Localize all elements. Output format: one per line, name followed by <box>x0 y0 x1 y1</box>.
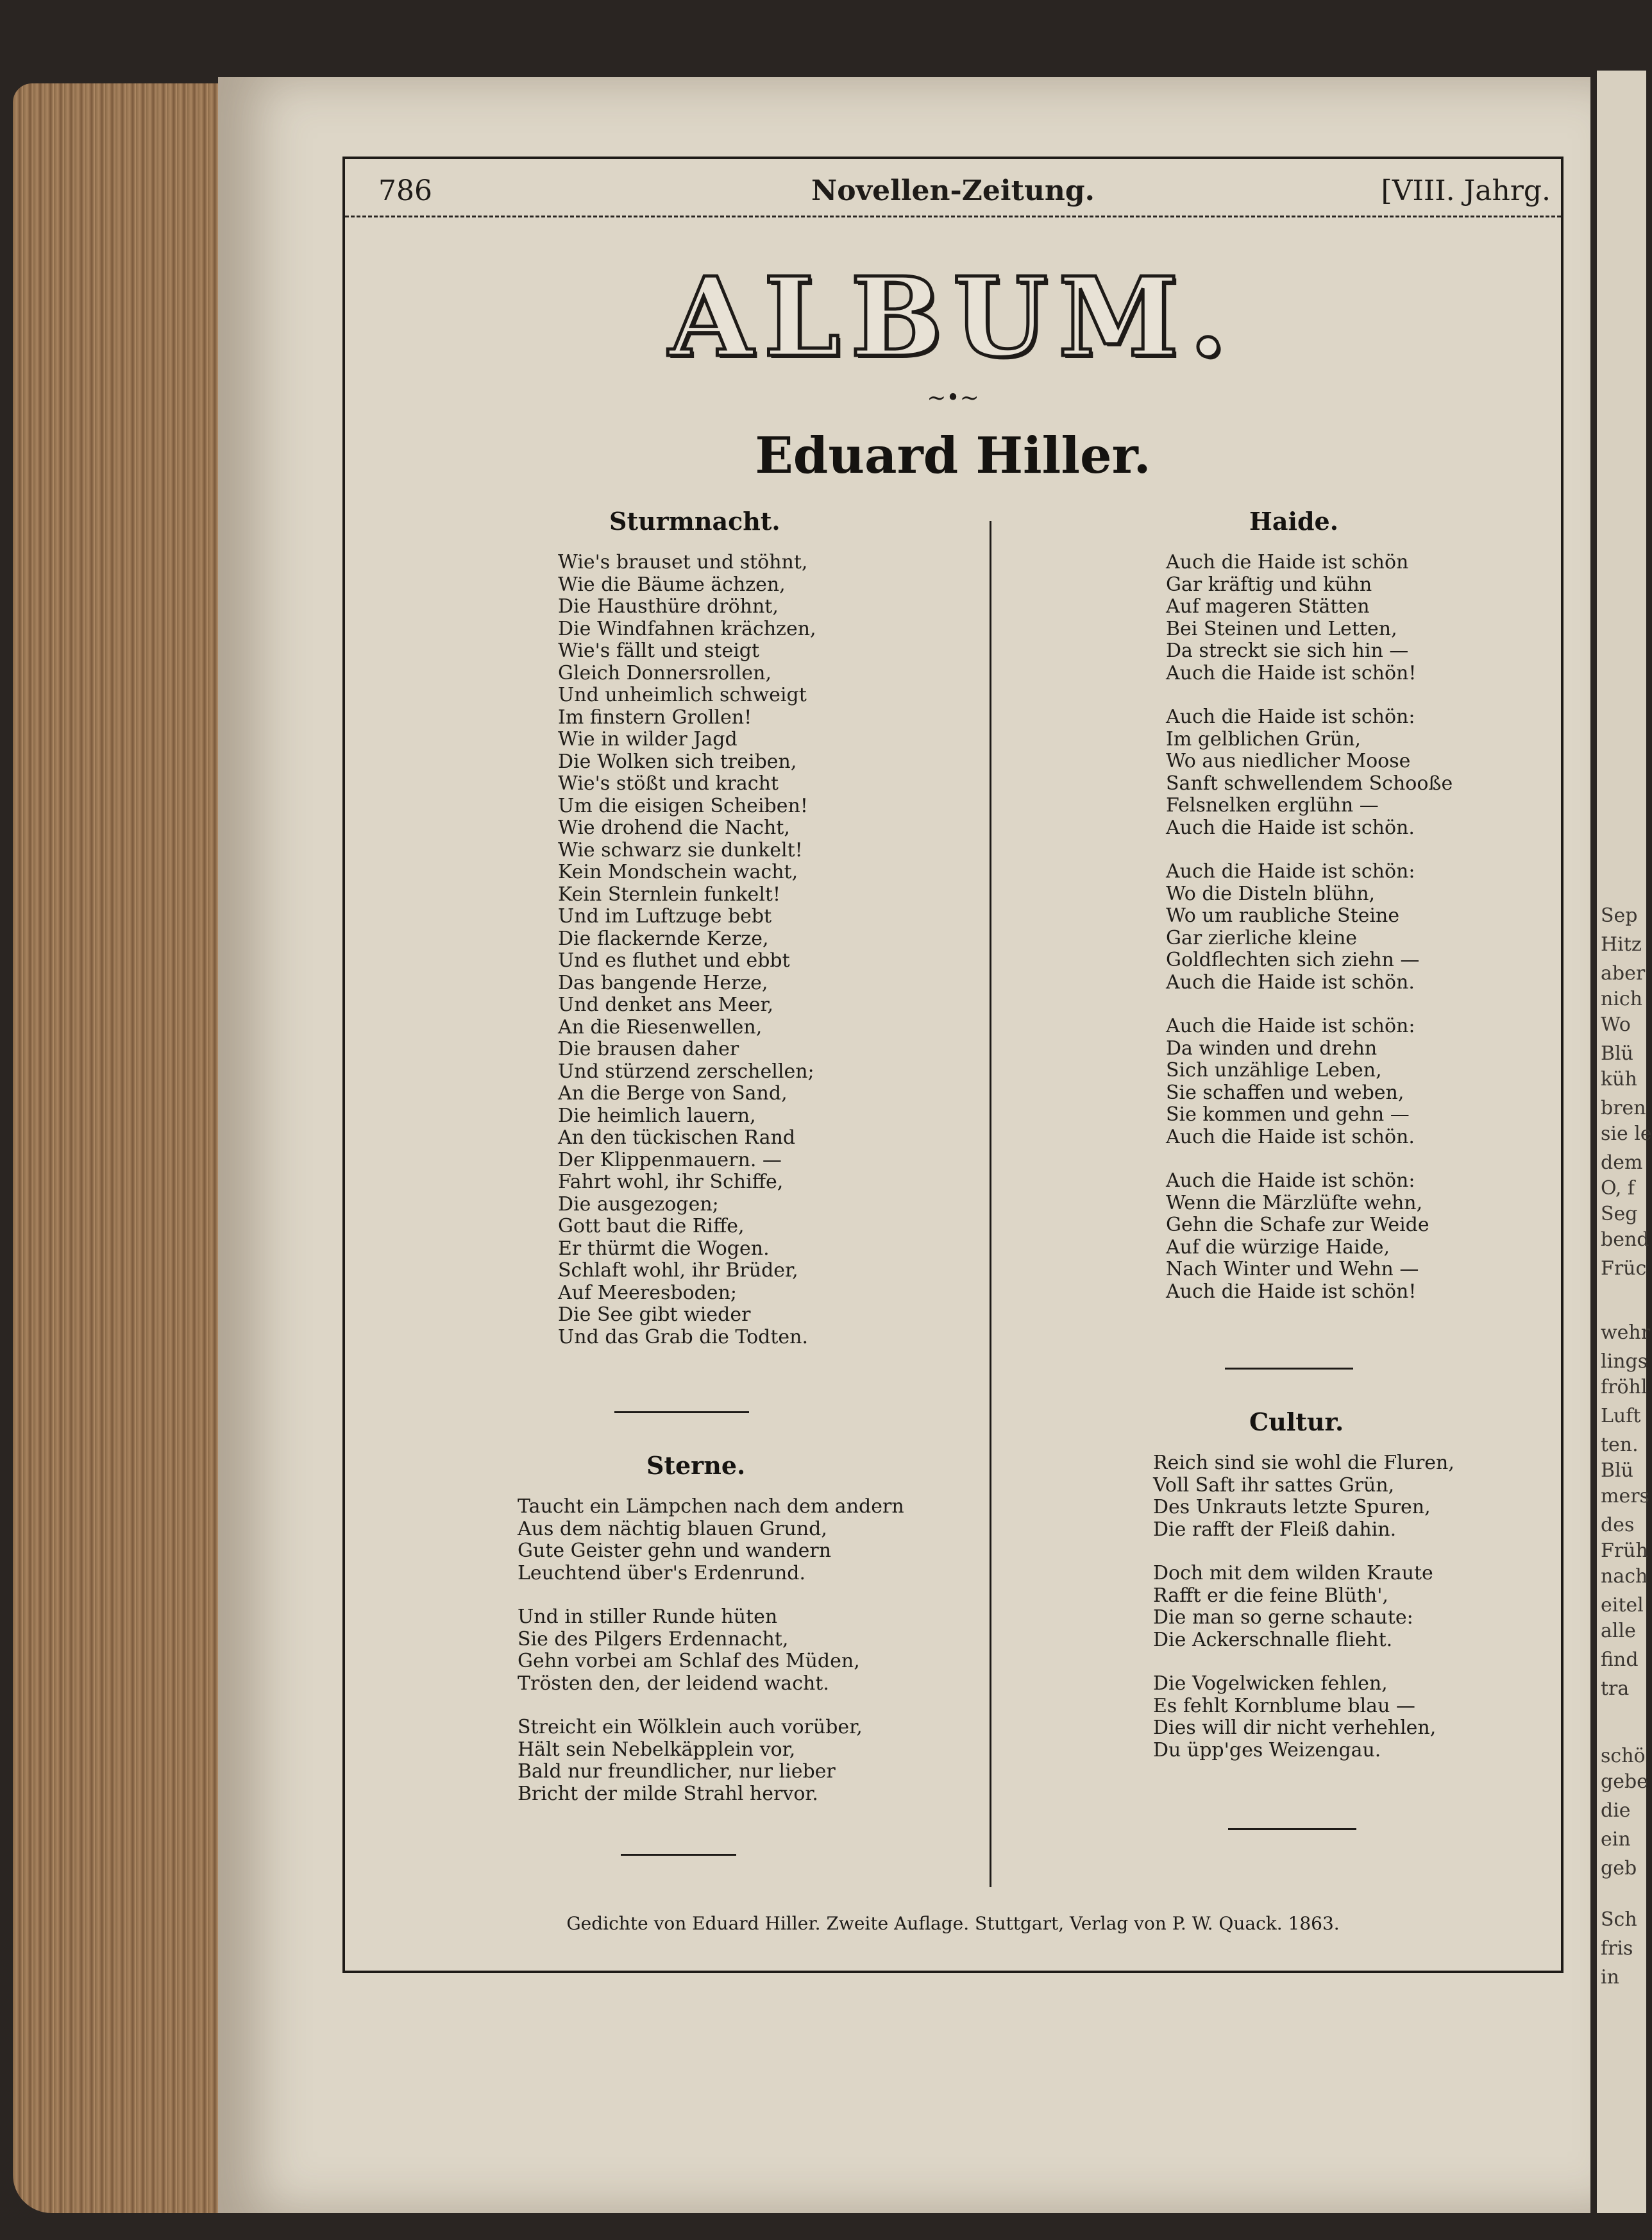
book-page-edges <box>13 83 237 2213</box>
next-page-word-fragment: nich <box>1601 988 1643 1010</box>
poem-line: Im gelblichen Grün, <box>1166 727 1361 751</box>
next-page-word-fragment: Hitz <box>1601 933 1642 956</box>
next-page-word-fragment: bend <box>1601 1228 1649 1251</box>
next-page-word-fragment: Sep <box>1601 904 1638 927</box>
separator-rule <box>1228 1828 1356 1830</box>
poem-line: Wie's fällt und steigt <box>558 640 760 662</box>
volume-year: [VIII. Jahrg. <box>1381 174 1551 207</box>
page-number: 786 <box>378 174 432 207</box>
next-page-word-fragment: Wo <box>1601 1014 1631 1036</box>
poem-line: Du üpp'ges Weizengau. <box>1153 1738 1381 1761</box>
poem-haide <box>1166 552 1453 1303</box>
poem-line: Gehn vorbei am Schlaf des Müden, <box>518 1650 860 1672</box>
next-page-fragment <box>1597 71 1652 2213</box>
poem-title-cultur: Cultur. <box>1249 1407 1344 1436</box>
next-page-word-fragment: schö <box>1601 1745 1646 1767</box>
poem-line: Auch die Haide ist schön. <box>1166 816 1415 839</box>
poem-line: Kein Mondschein wacht, <box>558 861 798 883</box>
poem-line: Taucht ein Lämpchen nach dem andern <box>518 1495 904 1518</box>
poem-line: Sie schaffen und weben, <box>1166 1081 1404 1104</box>
poem-line: Auch die Haide ist schön: <box>1166 1169 1415 1192</box>
poem-line: Wie's stößt und kracht <box>558 772 779 795</box>
poem-line: Nach Winter und Wehn — <box>1166 1258 1419 1280</box>
poem-line: An die Berge von Sand, <box>558 1082 788 1105</box>
poem-line: Doch mit dem wilden Kraute <box>1153 1562 1433 1584</box>
poem-line: Die ausgezogen; <box>558 1192 719 1216</box>
next-page-word-fragment: des <box>1601 1514 1635 1536</box>
poem-line: Gute Geister gehn und wandern <box>518 1540 832 1562</box>
next-page-word-fragment: in <box>1601 1966 1619 1989</box>
poem-line: Das bangende Herze, <box>558 971 768 994</box>
poem-sturmnacht <box>558 552 816 1348</box>
poem-line: Wo aus niedlicher Moose <box>1166 750 1411 772</box>
poem-line: Es fehlt Kornblume blau — <box>1153 1694 1415 1717</box>
poem-line: Die rafft der Fleiß dahin. <box>1153 1518 1397 1541</box>
next-page-word-fragment: tra <box>1601 1677 1630 1700</box>
poem-line: Wie die Bäume ächzen, <box>558 573 786 596</box>
poem-line: Auf Meeresboden; <box>558 1281 737 1304</box>
column-divider <box>990 521 991 1887</box>
stanza-gap <box>1166 839 1453 861</box>
poem-line: Wo um raubliche Steine <box>1166 904 1400 927</box>
next-page-word-fragment: Blü <box>1601 1042 1633 1065</box>
poem-line: Bricht der milde Strahl hervor. <box>518 1782 818 1805</box>
next-page-word-fragment: Früh <box>1601 1540 1648 1562</box>
poem-line: Er thürmt die Wogen. <box>558 1237 770 1260</box>
stanza-gap <box>518 1695 904 1717</box>
poem-line: Sich unzählige Leben, <box>1166 1059 1382 1082</box>
page-header <box>342 168 1564 219</box>
poem-line: Wo die Disteln blühn, <box>1166 882 1376 905</box>
poem-title-sturmnacht: Sturmnacht. <box>609 507 780 536</box>
poem-line: Gleich Donnersrollen, <box>558 661 772 684</box>
poem-line: Die flackernde Kerze, <box>558 927 769 950</box>
poem-line: Dies will dir nicht verhehlen, <box>1153 1717 1437 1739</box>
poem-line: Sie kommen und gehn — <box>1166 1103 1410 1126</box>
next-page-word-fragment: aber <box>1601 962 1646 985</box>
poem-line: Gehn die Schafe zur Weide <box>1166 1214 1429 1236</box>
next-page-word-fragment: küh <box>1601 1068 1637 1090</box>
poem-line: Hält sein Nebelkäpplein vor, <box>518 1738 796 1761</box>
poem-line: Wenn die Märzlüfte wehn, <box>1166 1191 1423 1214</box>
poem-line: Und unheimlich schweigt <box>558 684 807 706</box>
poem-line: Kein Sternlein funkelt! <box>558 883 781 906</box>
poem-line: Die heimlich lauern, <box>558 1104 756 1127</box>
poem-line: Und es fluthet und ebbt <box>558 949 790 972</box>
poem-line: Auf die würzige Haide, <box>1166 1235 1390 1259</box>
stanza-gap <box>1153 1651 1454 1673</box>
poem-line: Da streckt sie sich hin — <box>1166 640 1409 662</box>
poem-line: Gott baut die Riffe, <box>558 1215 745 1237</box>
poem-line: Und in stiller Runde hüten <box>518 1606 778 1628</box>
poem-line: Auch die Haide ist schön. <box>1166 1125 1415 1148</box>
poem-line: Goldflechten sich ziehn — <box>1166 949 1420 971</box>
next-page-word-fragment: dem <box>1601 1151 1643 1174</box>
stanza-gap <box>1166 1148 1453 1170</box>
poem-line: Und im Luftzuge bebt <box>558 905 772 928</box>
next-page-word-fragment: alle <box>1601 1620 1636 1642</box>
poem-line: Die brausen daher <box>558 1038 739 1060</box>
poem-line: Auch die Haide ist schön! <box>1166 661 1417 684</box>
poem-line: Die Ackerschnalle flieht. <box>1153 1628 1393 1651</box>
poem-line: Um die eisigen Scheiben! <box>558 794 808 817</box>
poem-line: An die Riesenwellen, <box>558 1015 763 1039</box>
next-page-word-fragment: Luft <box>1601 1405 1641 1427</box>
poem-line: Die Windfahnen krächzen, <box>558 617 816 640</box>
poem-line: Der Klippenmauern. — <box>558 1148 782 1171</box>
next-page-word-fragment: Früc <box>1601 1257 1647 1280</box>
poem-line: Im finstern Grollen! <box>558 706 752 729</box>
separator-rule <box>614 1411 749 1413</box>
next-page-word-fragment: bren <box>1601 1097 1646 1119</box>
poem-line: Fahrt wohl, ihr Schiffe, <box>558 1171 784 1193</box>
poem-line: Schlaft wohl, ihr Brüder, <box>558 1259 798 1282</box>
next-page-word-fragment: O, f <box>1601 1177 1635 1200</box>
next-page-word-fragment: Seg <box>1601 1203 1638 1225</box>
next-page-word-fragment: geb <box>1601 1857 1637 1879</box>
poem-line: Die man so gerne schaute: <box>1153 1606 1413 1629</box>
next-page-word-fragment: fris <box>1601 1937 1633 1960</box>
next-page-word-fragment: Blü <box>1601 1459 1633 1482</box>
poem-title-haide: Haide. <box>1249 507 1338 536</box>
poem-line: Felsnelken erglühn — <box>1166 794 1379 817</box>
next-page-word-fragment: ein <box>1601 1828 1631 1851</box>
next-page-word-fragment: ten. <box>1601 1434 1639 1456</box>
poem-line: Voll Saft ihr sattes Grün, <box>1153 1473 1395 1497</box>
poem-line: Bei Steinen und Letten, <box>1166 617 1397 640</box>
next-page-word-fragment: nach <box>1601 1565 1648 1588</box>
poem-line: An den tückischen Rand <box>558 1126 796 1149</box>
next-page-word-fragment: sie le <box>1601 1123 1652 1145</box>
poem-line: Sie des Pilgers Erdennacht, <box>518 1627 789 1650</box>
poem-line: Wie in wilder Jagd <box>558 728 738 751</box>
poem-line: Und denket ans Meer, <box>558 994 774 1016</box>
poem-line: Gar zierliche kleine <box>1166 926 1358 949</box>
poem-line: Streicht ein Wölklein auch vorüber, <box>518 1716 863 1738</box>
poem-line: Wie drohend die Nacht, <box>558 817 790 839</box>
poem-line: Leuchtend über's Erdenrund. <box>518 1561 806 1584</box>
poem-sterne <box>518 1496 904 1805</box>
next-page-word-fragment: die <box>1601 1799 1631 1822</box>
poem-line: Rafft er die feine Blüth', <box>1153 1584 1388 1607</box>
poem-line: Auch die Haide ist schön <box>1166 551 1409 573</box>
poem-line: Des Unkrauts letzte Spuren, <box>1153 1496 1431 1518</box>
ornament: ~•~ <box>927 385 979 411</box>
poem-line: Wie schwarz sie dunkelt! <box>558 838 803 861</box>
album-title: ALBUM. <box>668 253 1238 382</box>
poem-line: Bald nur freundlicher, nur lieber <box>518 1760 836 1783</box>
next-page-word-fragment: gebe <box>1601 1770 1648 1793</box>
poem-title-sterne: Sterne. <box>646 1451 746 1480</box>
poem-line: Reich sind sie wohl die Fluren, <box>1153 1452 1454 1474</box>
poem-line: Trösten den, der leidend wacht. <box>518 1672 829 1695</box>
header-rule <box>345 216 1561 217</box>
poem-line: Auf mageren Stätten <box>1166 595 1370 618</box>
poem-line: Da winden und drehn <box>1166 1037 1378 1060</box>
journal-title: Novellen-Zeitung. <box>811 174 1095 207</box>
next-page-word-fragment: lings <box>1601 1350 1648 1373</box>
next-page-word-fragment: find <box>1601 1649 1639 1671</box>
next-page-word-fragment: fröhl <box>1601 1376 1648 1398</box>
stanza-gap <box>1166 684 1453 706</box>
stanza-gap <box>1166 994 1453 1015</box>
poem-line: Auch die Haide ist schön: <box>1166 706 1415 728</box>
poem-line: Wie's brauset und stöhnt, <box>558 551 808 573</box>
poem-line: Auch die Haide ist schön! <box>1166 1280 1417 1303</box>
poem-line: Die Wolken sich treiben, <box>558 750 797 773</box>
separator-rule <box>1225 1368 1353 1370</box>
stanza-gap <box>1153 1541 1454 1563</box>
next-page-word-fragment: wehr <box>1601 1321 1651 1344</box>
stanza-gap <box>518 1584 904 1606</box>
poem-line: Auch die Haide ist schön: <box>1166 1015 1415 1037</box>
next-page-word-fragment: eitel <box>1601 1594 1644 1616</box>
poem-line: Die Hausthüre dröhnt, <box>558 595 779 618</box>
poem-line: Auch die Haide ist schön. <box>1166 971 1415 994</box>
poem-line: Sanft schwellendem Schooße <box>1166 772 1453 795</box>
poem-line: Gar kräftig und kühn <box>1166 573 1372 596</box>
footer-imprint: Gedichte von Eduard Hiller. Zweite Auflage. Stuttgart, Verlag von P. W. Quack. 1863. <box>566 1913 1340 1934</box>
poem-line: Die Vogelwicken fehlen, <box>1153 1672 1388 1695</box>
poem-cultur <box>1153 1452 1454 1761</box>
poem-line: Die See gibt wieder <box>558 1303 751 1326</box>
author-name: Eduard Hiller. <box>755 427 1151 485</box>
next-page-word-fragment: mers <box>1601 1485 1649 1507</box>
poem-line: Auch die Haide ist schön: <box>1166 860 1415 883</box>
poem-line: Und das Grab die Todten. <box>558 1325 808 1348</box>
separator-rule <box>621 1854 736 1856</box>
poem-line: Aus dem nächtig blauen Grund, <box>518 1517 827 1540</box>
next-page-word-fragment: Sch <box>1601 1908 1637 1931</box>
poem-line: Und stürzend zerschellen; <box>558 1060 814 1083</box>
